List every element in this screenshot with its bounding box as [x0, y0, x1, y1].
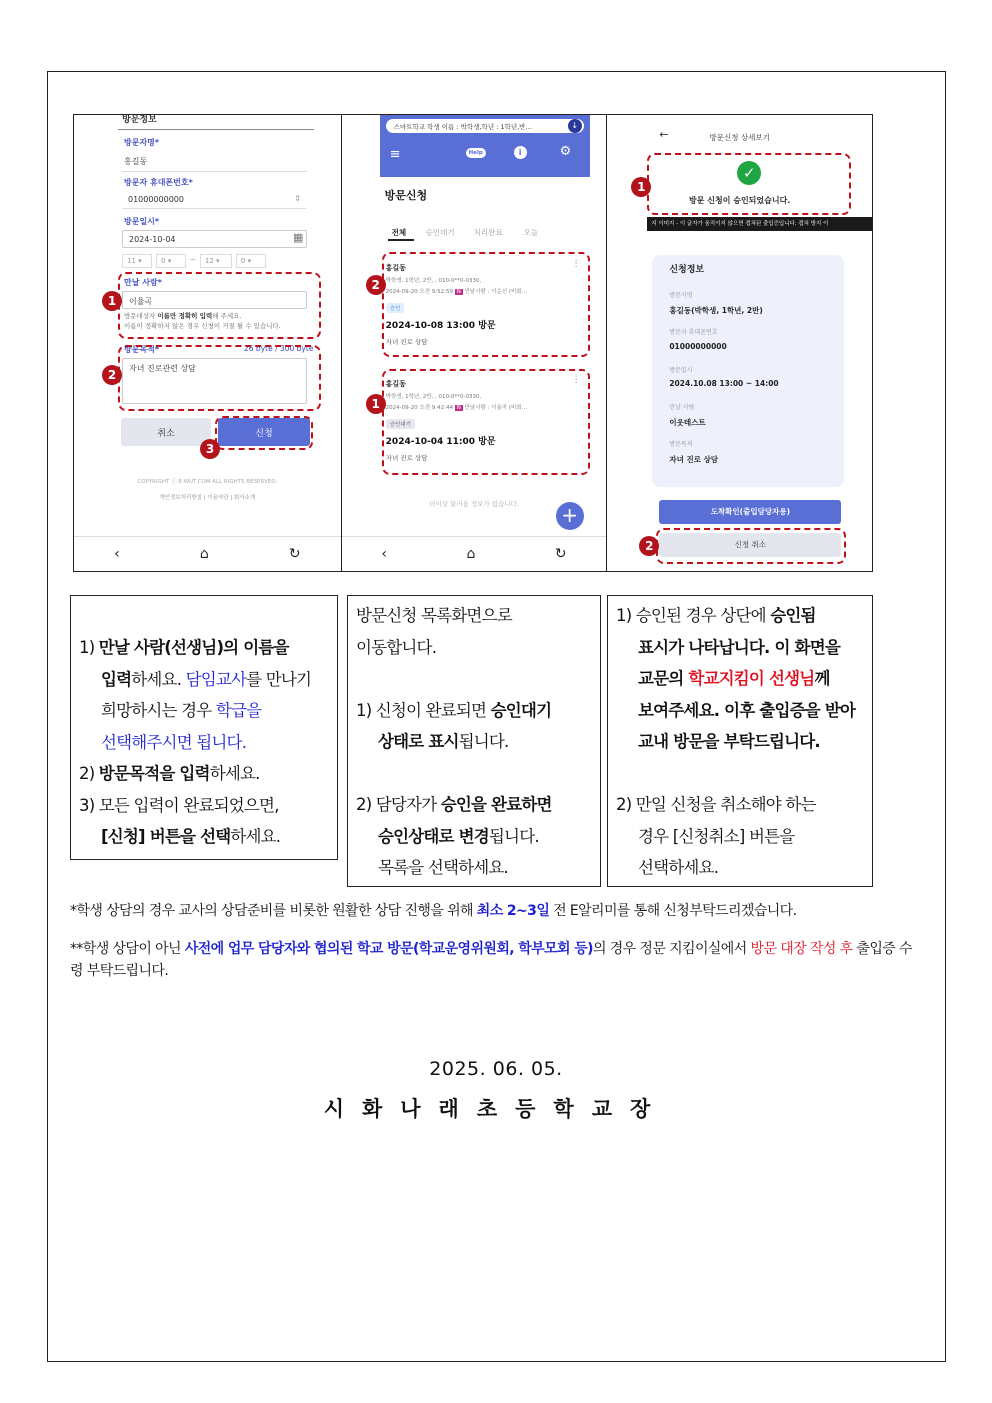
purpose-label: 방문목적* [124, 345, 160, 354]
tab-pending[interactable]: 승인대기 [425, 228, 455, 237]
highlight-approved [382, 252, 590, 357]
note-school-visit: **학생 상담이 아닌 사전에 업무 담당자와 협의된 학교 방문(학교운영위원회, 학부모회 등)의 경우 정문 지킴이실에서 방문 대장 작성 후 출입증 수령 부탁드립니다. [70, 941, 912, 979]
card-student: 박학생, 1학년, 2반, , 010-0**0-0330, [385, 394, 482, 400]
spacer [356, 758, 592, 790]
detail-screenshot [606, 115, 872, 571]
step-badge: 1 [102, 291, 122, 311]
more-icon[interactable]: ⋮ [571, 375, 581, 385]
step-badge: 2 [102, 365, 122, 385]
highlight-pending [382, 369, 590, 475]
footer-links[interactable]: 개인정보처리방침 | 이용약관 | 회사소개 [159, 495, 256, 501]
visitor-name-label: 방문자명* [124, 138, 160, 147]
highlight-approved [647, 153, 851, 215]
text-line: 상태로 표시됩니다. [378, 732, 509, 751]
phone-input[interactable]: 01000000000 ⇕ [122, 191, 307, 209]
tab-today[interactable]: 오늘 [523, 228, 539, 237]
status-badge: 승인대기 [386, 419, 415, 429]
field-value: 이웃테스트 [669, 418, 706, 427]
text-line: 2) 만일 신청을 취소해야 하는 [616, 795, 816, 814]
copyright-text: COPYRIGHT ⓒ E-WUT.COM ALL RIGHTS RESERVED. [137, 479, 278, 485]
more-icon[interactable]: ⋮ [571, 259, 581, 269]
screenshot-strip [73, 114, 873, 572]
meet-input[interactable]: 이율곡 [122, 291, 307, 309]
refresh-icon[interactable]: ↻ [288, 546, 301, 562]
back-icon[interactable]: ‹ [381, 546, 388, 562]
cancel-button[interactable]: 취소 [121, 418, 211, 446]
visit-date: 2024-10-04 11:00 방문 [385, 437, 496, 447]
visitor-name-value: 홍길동 [124, 157, 148, 166]
document-date: 2025. 06. 05. [429, 1058, 563, 1080]
field-value: 홍길동(박학생, 1학년, 2반) [669, 306, 763, 315]
start-minute-select[interactable]: 0 ▾ [156, 254, 186, 268]
text-line: 2) 방문목적을 입력하세요. [79, 764, 260, 783]
range-separator: ~ [190, 256, 196, 264]
text-line: 희망하시는 경우 학급을 [101, 701, 262, 720]
section-title: 방문정보 [122, 115, 157, 125]
no-more-text: 더이상 불러올 정보가 없습니다. [429, 500, 519, 508]
tab-indicator [388, 239, 414, 241]
text-line: 선택하세요. [638, 858, 719, 877]
divider [122, 171, 307, 172]
text-line: 목록을 선택하세요. [378, 858, 509, 877]
visit-purpose: 자녀 진로 상담 [385, 454, 428, 462]
form-screenshot [74, 115, 341, 571]
android-nav-bar [342, 536, 607, 571]
approved-message: 방문 신청이 승인되었습니다. [689, 196, 791, 205]
meet-label: 만날 사람* [124, 278, 162, 287]
text-line: 방문신청 목록화면으로 [356, 606, 512, 625]
text-line: 선택해주시면 됩니다. [101, 732, 247, 752]
divider [118, 129, 314, 130]
refresh-icon[interactable]: ↻ [554, 546, 567, 562]
field-label: 만날 사람 [669, 404, 695, 411]
highlight-meet [118, 272, 321, 339]
card-name: 홍길동 [385, 264, 406, 272]
field-label: 방문자 휴대폰번호 [669, 329, 718, 336]
home-icon[interactable]: ⌂ [199, 546, 209, 562]
dropdown-icon[interactable]: ↓ [568, 119, 582, 133]
highlight-purpose [118, 345, 321, 411]
add-button[interactable]: + [556, 502, 584, 530]
cancel-request-button[interactable]: 신청 취소 [659, 533, 841, 557]
step-badge: 2 [366, 275, 386, 295]
time-selects [122, 254, 266, 268]
text-line: 경우 [신청취소] 버튼을 [638, 826, 795, 846]
check-icon: ✓ [737, 161, 761, 185]
step-badge: 1 [631, 177, 651, 197]
text-line: 교내 방문을 부탁드립니다. [638, 732, 820, 751]
end-minute-select[interactable]: 0 ▾ [236, 254, 266, 268]
visit-date: 2024-10-08 13:00 방문 [385, 321, 496, 331]
start-hour-select[interactable]: 11 ▾ [122, 254, 152, 268]
card-name: 홍길동 [385, 380, 406, 388]
card-meta: 2024-09-20 오전 9:42:44 N 만날사람 : 이율곡 (비회… [385, 405, 528, 411]
help-icon[interactable]: Help [466, 148, 486, 158]
text-line: 3) 모든 입력이 완료되었으면, [79, 795, 279, 815]
text-line: 이동합니다. [356, 637, 437, 657]
gear-icon[interactable]: ⚙ [559, 144, 572, 159]
instruction-box-2 [347, 595, 601, 887]
status-badge: 승인 [386, 303, 405, 313]
menu-icon[interactable]: ≡ [389, 147, 401, 162]
meet-hint: 방문대상자 이름만 정확히 입력해 주세요. 이름이 정확하지 않은 경우 신청이 거절 될 수 있습니다. [124, 312, 281, 330]
card-meta: 2024-09-20 오전 9:52:59 N 만날사람 : 이순신 (비회… [385, 289, 528, 295]
tab-all[interactable]: 전체 [391, 228, 407, 237]
text-line: 2) 담당자가 승인을 완료하면 [356, 795, 552, 814]
spacer [356, 663, 592, 695]
step-badge: 1 [366, 394, 386, 414]
anti-capture-marquee: 지 이미지 - 이 글자가 움직이지 않으면 캡쳐된 출입증입니다. 캡쳐 방지 이 [647, 217, 872, 231]
field-label: 방문목적 [669, 441, 693, 448]
page-title: 방문신청 [384, 189, 428, 202]
text-line: 표시가 나타납니다. 이 화면을 [638, 637, 840, 657]
submit-button[interactable]: 신청 [218, 418, 310, 446]
field-value: 2024.10.08 13:00 ~ 14:00 [669, 379, 779, 388]
principal-signature: 시화나래초등학교장 [323, 1097, 669, 1121]
step-badge: 3 [200, 439, 220, 459]
app-header [380, 115, 590, 177]
byte-counter: 26 byte / 300 byte [244, 344, 314, 353]
text-line: 1) 신청이 완료되면 승인대기 [356, 700, 552, 720]
url-bar: 스마트학교 학생 이름 : 박학생,학년 : 1학년,반… [386, 119, 584, 133]
instruction-box-3 [607, 595, 873, 887]
highlight-submit [215, 416, 313, 450]
text-line: 승인상태로 변경됩니다. [378, 826, 539, 846]
spacer [616, 758, 864, 790]
end-hour-select[interactable]: 12 ▾ [200, 254, 232, 268]
text-line: [신청] 버튼을 선택하세요. [101, 827, 281, 846]
arrival-confirm-button[interactable]: 도착확인(출입담당자용) [659, 500, 841, 524]
datetime-label: 방문일시* [124, 217, 160, 226]
stepper-icon: ⇕ [294, 194, 301, 203]
text-line: 1) 승인된 경우 상단에 승인됨 [616, 606, 816, 625]
note-consultation: *학생 상담의 경우 교사의 상담준비를 비롯한 원활한 상담 진행을 위해 최소 2~3일 전 E알리미를 통해 신청부탁드리겠습니다. [70, 903, 797, 919]
highlight-cancel [656, 528, 846, 564]
purpose-textarea[interactable]: 자녀 진로관련 상담 [122, 358, 307, 404]
phone-label: 방문자 휴대폰번호* [124, 178, 193, 187]
page-title: 방문신청 상세보기 [709, 133, 770, 142]
calendar-icon[interactable]: ▦ [293, 231, 304, 244]
tab-done[interactable]: 처리완료 [473, 228, 503, 237]
card-student: 박학생, 1학년, 2반, , 010-0**0-0330, [385, 278, 482, 284]
list-screenshot [341, 115, 607, 571]
info-icon[interactable]: i [514, 146, 527, 159]
field-label: 방문자명 [669, 292, 693, 299]
visit-purpose: 자녀 진로 상담 [385, 338, 428, 346]
home-icon[interactable]: ⌂ [466, 546, 476, 562]
text-line: 보여주세요. 이후 출입증을 받아 [638, 700, 856, 720]
text-line: 입력하세요. 담임교사를 만나기 [101, 669, 312, 689]
back-icon[interactable]: ‹ [114, 546, 120, 562]
text-line: 1) 만날 사람(선생님)의 이름을 [79, 638, 289, 657]
field-value: 01000000000 [669, 342, 727, 351]
field-label: 방문일시 [669, 367, 693, 374]
text-line: 교문의 학교지킴이 선생님께 [638, 669, 830, 688]
step-badge: 2 [639, 536, 659, 556]
instruction-box-1 [70, 595, 338, 860]
field-value: 자녀 진로 상담 [669, 455, 719, 464]
android-nav-bar [74, 536, 341, 571]
back-arrow-icon[interactable]: ← [659, 128, 669, 141]
date-input[interactable]: 2024-10-04 [122, 230, 307, 248]
info-title: 신청정보 [669, 265, 705, 275]
